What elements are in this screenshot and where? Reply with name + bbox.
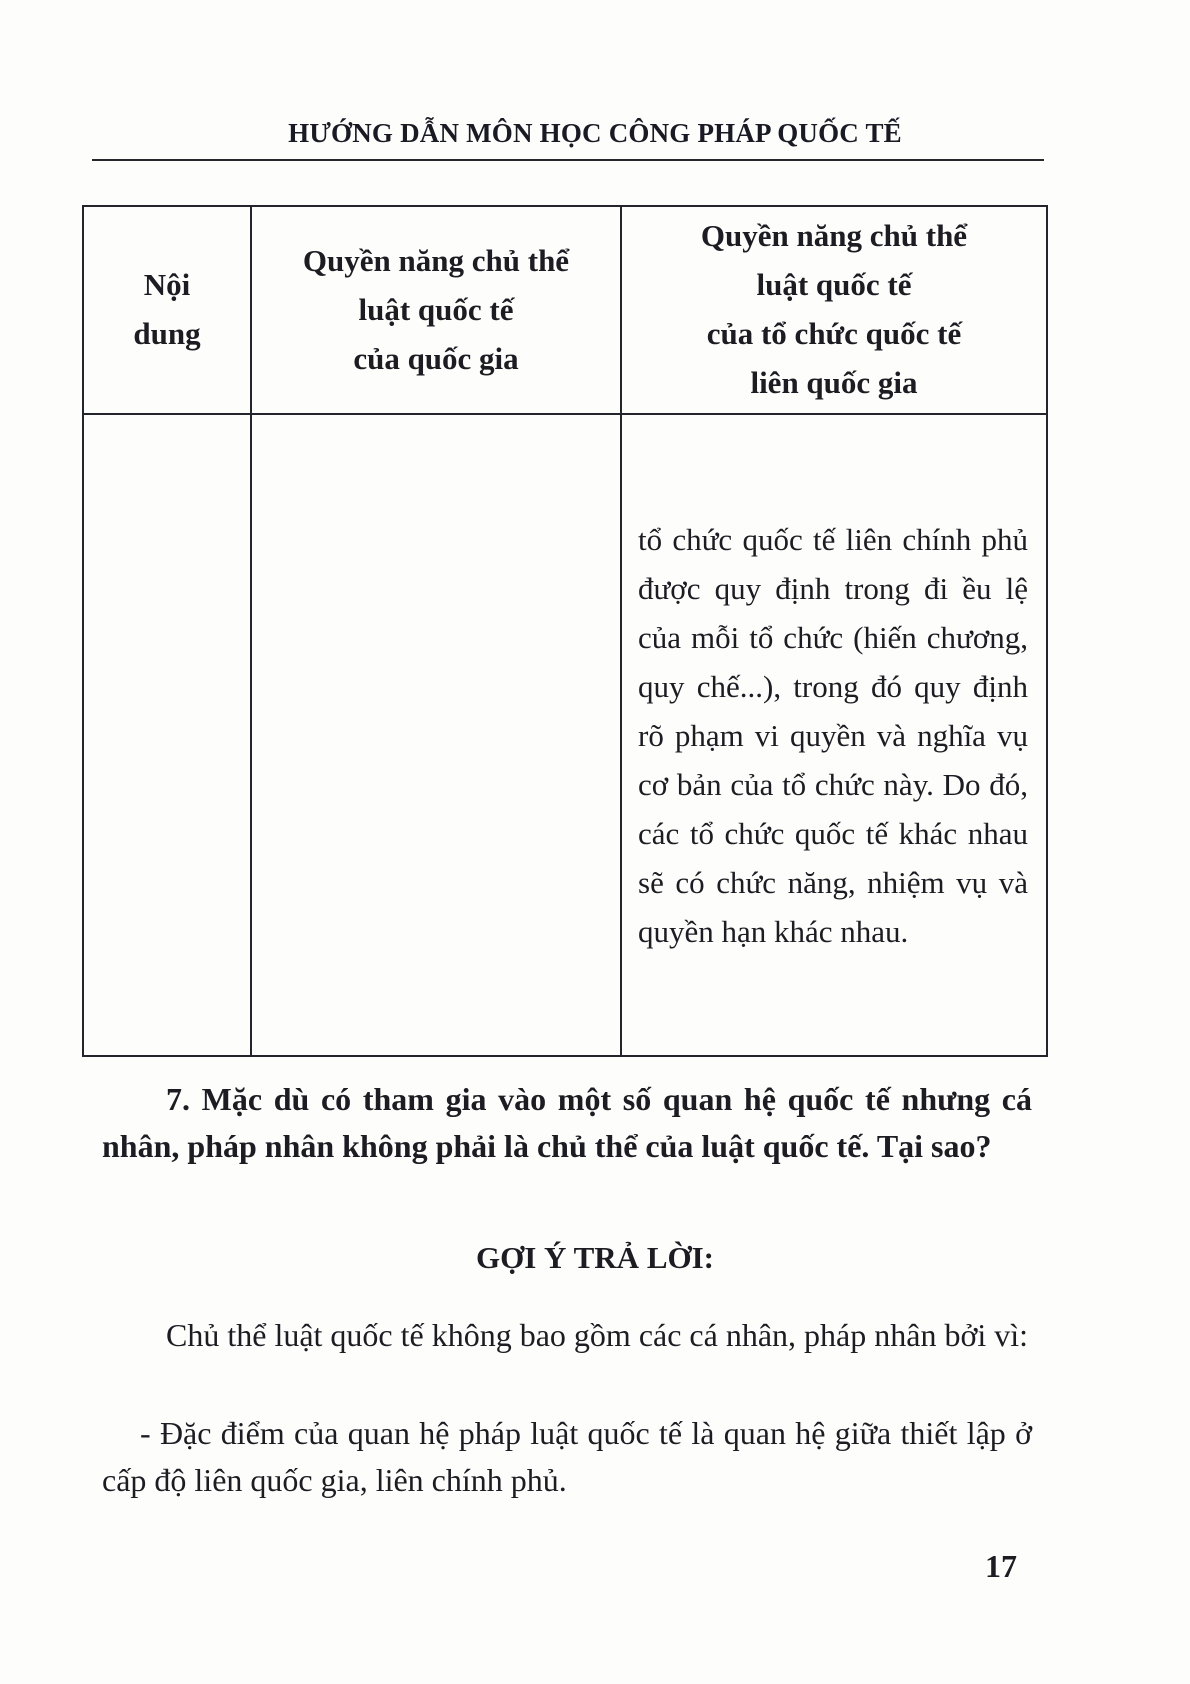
header-line: của quốc gia [353, 340, 519, 376]
question-7: 7. Mặc dù có tham gia vào một số quan hệ quốc tế nhưng cá nhân, pháp nhân không phải là chủ thể của luật quốc tế. Tại sao? [102, 1081, 1032, 1164]
header-line: liên quốc gia [750, 365, 918, 400]
header-line: luật quốc tế [358, 291, 514, 327]
cell-noi-dung [83, 414, 251, 1056]
comparison-table [82, 205, 1048, 1057]
header-line: Quyền năng chủ thể [302, 242, 570, 278]
header-line: dung [133, 316, 201, 351]
table-row [83, 414, 1047, 1056]
cell-quoc-gia [251, 414, 621, 1056]
cell-to-chuc-quoc-te: tổ chức quốc tế liên chính phủ được quy định trong đi ều lệ của mỗi tổ chức (hiến chương, quy chế...), trong đó quy định rõ phạm vi quyền và nghĩa vụ cơ bản của tổ chức này. Do đó, các tổ chức quốc tế khác nhau sẽ có chức năng, nhiệm vụ và quyền hạn khác nhau. [621, 414, 1047, 1056]
answer-heading: GỢI Ý TRẢ LỜI: [476, 1240, 714, 1275]
table-header-row [83, 206, 1047, 414]
column-header-quoc-gia [251, 206, 621, 414]
answer-paragraph: - Đặc điểm của quan hệ pháp luật quốc tế là quan hệ giữa thiết lập ở cấp độ liên quốc gia, liên chính phủ. [102, 1415, 1032, 1498]
column-header-to-chuc-quoc-te [621, 206, 1047, 414]
column-header-noi-dung [83, 206, 251, 414]
header-line: Quyền năng chủ thể [700, 218, 968, 253]
header-line: của tổ chức quốc tế [706, 316, 962, 351]
header-line: luật quốc tế [756, 267, 912, 302]
header-rule [92, 159, 1044, 161]
answer-paragraph: Chủ thể luật quốc tế không bao gồm các cá nhân, pháp nhân bởi vì: [166, 1317, 1029, 1353]
header-line: Nội [143, 267, 191, 302]
page-number: 17 [985, 1548, 1017, 1584]
running-header: HƯỚNG DẪN MÔN HỌC CÔNG PHÁP QUỐC TẾ [288, 118, 902, 148]
